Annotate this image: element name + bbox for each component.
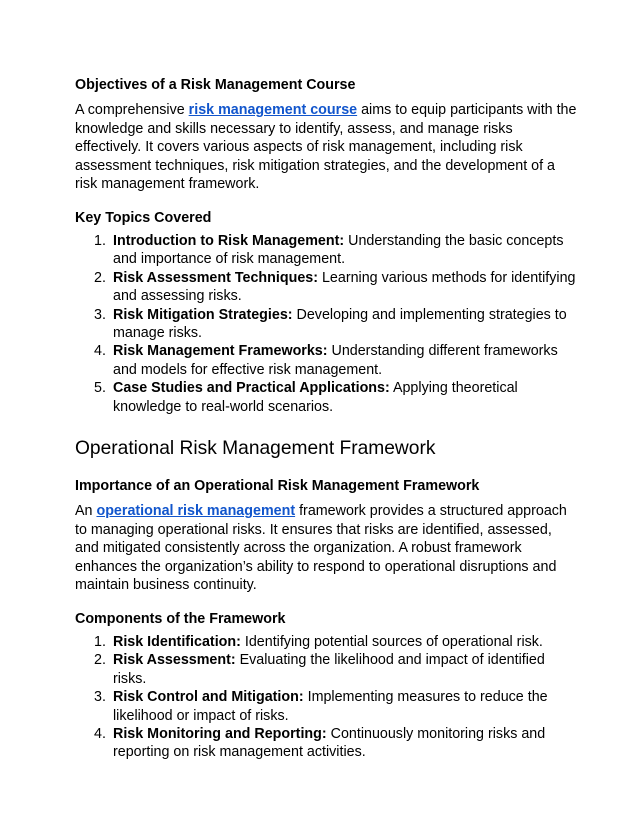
objectives-paragraph xyxy=(75,101,578,194)
paragraph-text: framework provides a structured approach to managing operational risks. It ensures that risks are identified, assessed, and mitigated consistently across the organization. A robust framework enhances the organization’s ability to respond to operational disruptions and maintain business continuity. xyxy=(75,503,567,594)
list-item-title: Risk Mitigation Strategies: xyxy=(113,306,293,323)
list-number: 2. xyxy=(94,269,106,286)
list-number: 2. xyxy=(94,652,106,669)
paragraph-text: An xyxy=(75,503,97,520)
list-item-text: Evaluating the likelihood and impact of identified risks. xyxy=(113,652,545,687)
page-title-operational-framework: Operational Risk Management Framework xyxy=(75,438,436,460)
key-topics-list xyxy=(75,232,578,416)
list-item-text: Learning various methods for identifying and assessing risks. xyxy=(113,269,576,305)
list-item xyxy=(75,651,578,688)
list-item-text: Applying theoretical knowledge to real-world scenarios. xyxy=(113,380,518,415)
list-item-title: Risk Assessment Techniques: xyxy=(113,269,318,286)
section-heading-objectives: Objectives of a Risk Management Course xyxy=(75,77,356,93)
list-number: 4. xyxy=(94,343,106,360)
section-heading-components: Components of the Framework xyxy=(75,611,286,627)
list-item-title: Risk Identification: xyxy=(113,634,241,650)
list-item xyxy=(75,232,578,269)
importance-paragraph xyxy=(75,502,578,595)
list-item xyxy=(75,269,578,306)
list-item-title: Introduction to Risk Management: xyxy=(113,232,345,249)
risk-management-course-link[interactable]: risk management course xyxy=(188,102,358,118)
components-list xyxy=(75,633,578,762)
list-item-title: Case Studies and Practical Applications: xyxy=(113,380,390,397)
list-item-text: Identifying potential sources of operational risk. xyxy=(240,634,543,650)
section-heading-importance: Importance of an Operational Risk Management Framework xyxy=(75,478,480,495)
list-item-text: Understanding different frameworks and models for effective risk management. xyxy=(113,343,558,378)
list-number: 5. xyxy=(94,380,106,397)
list-item xyxy=(75,725,578,762)
list-number: 3. xyxy=(94,306,106,323)
operational-risk-management-link[interactable]: operational risk management xyxy=(96,503,296,520)
list-item xyxy=(75,342,578,379)
list-item-title: Risk Monitoring and Reporting: xyxy=(113,726,327,743)
list-number: 4. xyxy=(94,726,106,743)
paragraph-text: aims to equip participants with the knowledge and skills necessary to identify, assess, and manage risks effectively. It covers various aspects of risk management, including risk assessment techniques, risk mitigation strategies, and the development of a risk management framework. xyxy=(75,102,577,193)
list-number: 1. xyxy=(94,232,106,249)
list-item xyxy=(75,379,578,416)
list-item-title: Risk Assessment: xyxy=(113,652,236,669)
list-item-text: Developing and implementing strategies to manage risks. xyxy=(113,306,567,341)
list-item-title: Risk Control and Mitigation: xyxy=(113,689,304,706)
list-item xyxy=(75,633,578,651)
list-item xyxy=(75,306,578,343)
list-item-text: Continuously monitoring risks and reporting on risk management activities. xyxy=(113,726,546,761)
list-item-text: Implementing measures to reduce the likelihood or impact of risks. xyxy=(113,689,548,724)
list-number: 1. xyxy=(94,634,106,650)
paragraph-text: A comprehensive xyxy=(75,102,189,118)
section-heading-key-topics: Key Topics Covered xyxy=(75,209,212,226)
list-number: 3. xyxy=(94,689,106,706)
list-item xyxy=(75,688,578,725)
list-item-title: Risk Management Frameworks: xyxy=(113,343,328,360)
list-item-text: Understanding the basic concepts and importance of risk management. xyxy=(113,232,564,268)
